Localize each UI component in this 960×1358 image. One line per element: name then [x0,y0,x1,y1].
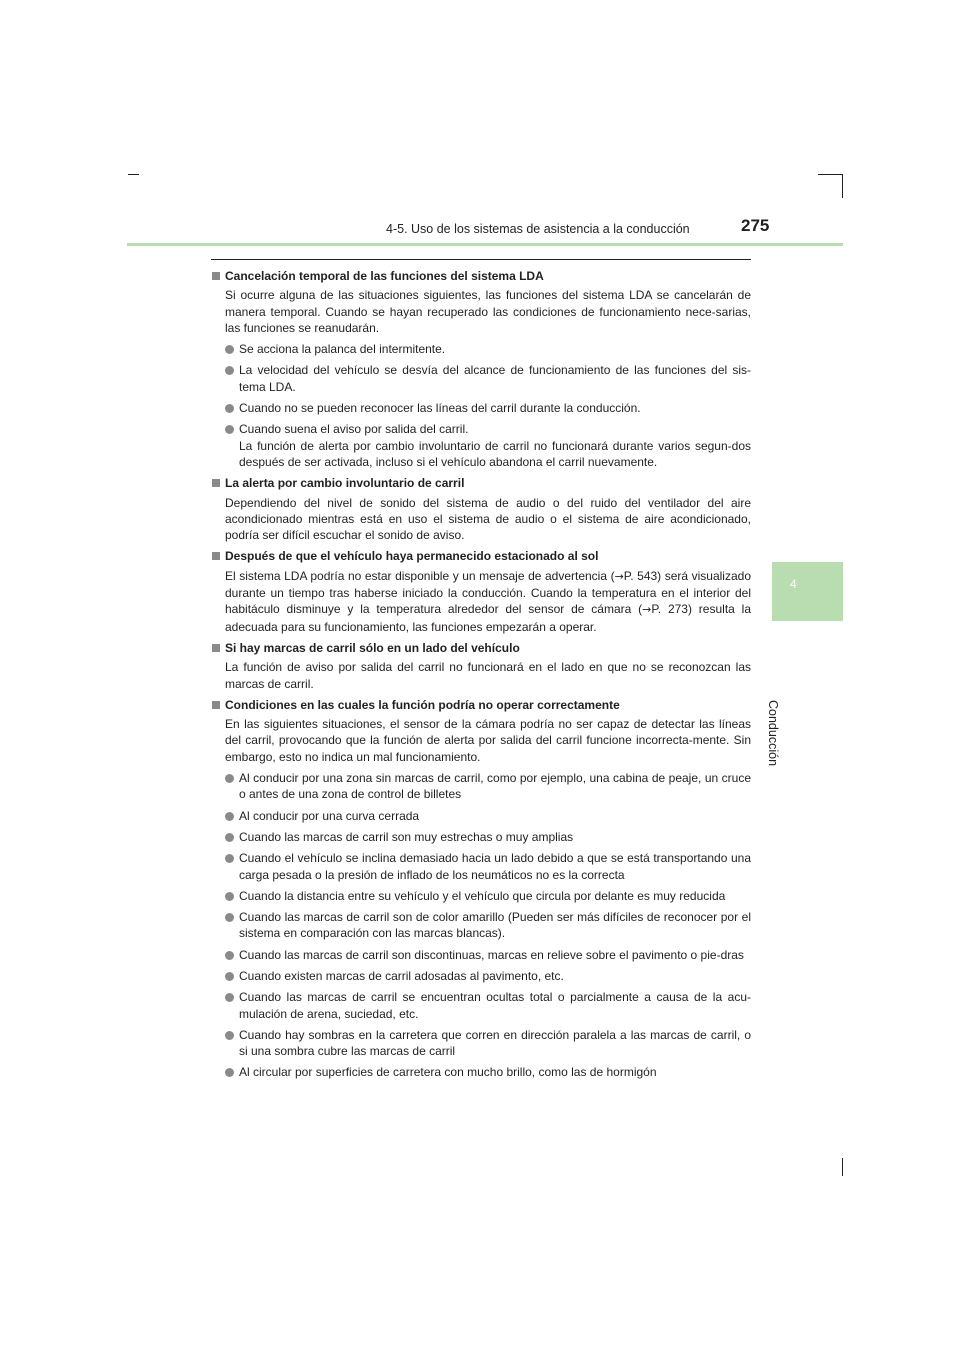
circle-bullet-icon [225,812,234,821]
circle-bullet-icon [225,913,234,922]
section-parked-in-sun [211,548,751,634]
list-item-note: La función de alerta por cambio involuntario de carril no funcionará durante varios segun-dos después de ser activada, incluso si el vehículo abandona el carril nuevamente. [239,438,751,469]
content-top-rule [211,259,751,260]
list-item: Al conducir por una zona sin marcas de carril, como por ejemplo, una cabina de peaje, un cruce o antes de una zona de control de billetes [211,770,751,803]
circle-bullet-icon [225,972,234,981]
list-item: La velocidad del vehículo se desvía del alcance de funcionamiento de las funciones del sis-tema LDA. [211,362,751,395]
circle-bullet-icon [225,833,234,842]
circle-bullet-icon [225,1068,234,1077]
section-paragraph: Dependiendo del nivel de sonido del sistema de audio o del ruido del ventilador del aire acondicionado mientras está en uso el sistema de audio o el sistema de aire acondicionado, podría ser difícil escuchar el sonido de aviso. [225,495,751,543]
circle-bullet-icon [225,951,234,960]
circle-bullet-icon [225,774,234,783]
circle-bullet-icon [225,345,234,354]
section-paragraph: Si ocurre alguna de las situaciones siguientes, las funciones del sistema LDA se cancelarán de manera temporal. Cuando se hayan recuperado las condiciones de funcionamiento nece-sarias, las funciones se reanudarán. [225,288,751,335]
list-item: Cuando las marcas de carril se encuentran ocultas total o parcialmente a causa de la acu-mulación de arena, suciedad, etc. [211,989,751,1022]
page-reference-link[interactable]: P. 543 [623,568,658,583]
section-heading: Condiciones en las cuales la función podría no operar correctamente [211,697,751,713]
list-item: Al conducir por una curva cerrada [211,808,751,824]
section-heading: Cancelación temporal de las funciones del sistema LDA [211,268,751,284]
chapter-label: Conducción [766,700,780,767]
section-paragraph: La función de aviso por salida del carril no funcionará en el lado en que no se reconozcan las marcas de carril. [225,660,751,691]
list-item: Cuando las marcas de carril son discontinuas, marcas en relieve sobre el pavimento o pie-dras [211,947,751,963]
section-lda-temporary-cancel [211,268,751,470]
page-reference-link[interactable]: P. 273 [651,602,688,617]
arrow-right-icon: → [614,569,624,583]
chapter-number: 4 [790,577,797,591]
circle-bullet-icon [225,854,234,863]
list-item: Se acciona la palanca del intermitente. [211,341,751,357]
crop-mark-right-top-h [818,174,843,175]
list-item: Cuando las marcas de carril son muy estrechas o muy amplias [211,829,751,845]
list-item: Cuando no se pueden reconocer las líneas del carril durante la conducción. [211,400,751,416]
list-item: Cuando hay sombras en la carretera que corren en dirección paralela a las marcas de carril, o si una sombra cubre las marcas de carril [211,1027,751,1060]
list-item: Cuando la distancia entre su vehículo y el vehículo que circula por delante es muy reducida [211,888,751,904]
circle-bullet-icon [225,366,234,375]
main-content [211,268,751,1086]
square-bullet-icon [212,552,220,560]
circle-bullet-icon [225,993,234,1002]
section-paragraph: El sistema LDA podría no estar disponible y un mensaje de advertencia (→P. 543) será visualizado durante un tiempo tras haberse iniciado la conducción. Cuando la temperatura en el interior del habitáculo disminuye y la temperatura alrededor del sensor de cámara (→P. 273) resulta la adecuada para su funcionamiento, las funciones empezarán a operar. [225,568,751,634]
section-paragraph: En las siguientes situaciones, el sensor de la cámara podría no ser capaz de detectar las líneas del carril, provocando que la función de alerta por salida del carril funcione incorrecta-mente. Sin embargo, esto no indica un mal funcionamiento. [225,717,751,764]
header-rule [127,243,843,246]
square-bullet-icon [212,272,220,280]
circle-bullet-icon [225,404,234,413]
section-one-side-marks [211,640,751,692]
chapter-tab [772,562,843,621]
circle-bullet-icon [225,892,234,901]
crop-mark-right-top-v [842,174,843,198]
circle-bullet-icon [225,1031,234,1040]
section-lane-alert [211,475,751,543]
list-item: Cuando el vehículo se inclina demasiado hacia un lado debido a que se está transportando una carga pesada o la presión de inflado de los neumáticos no es la correcta [211,850,751,883]
list-item: Cuando suena el aviso por salida del carril. La función de alerta por cambio involuntario de carril no funcionará durante varios segun-dos después de ser activada, incluso si el vehículo abandona el carril nuevamente. [211,421,751,470]
list-item: Al circular por superficies de carretera con mucho brillo, como las de hormigón [211,1064,751,1080]
square-bullet-icon [212,479,220,487]
section-malfunction-conditions [211,697,751,1081]
square-bullet-icon [212,644,220,652]
crop-mark-right-bottom [842,1158,843,1176]
section-heading: Si hay marcas de carril sólo en un lado del vehículo [211,640,751,656]
section-heading: Después de que el vehículo haya permanecido estacionado al sol [211,548,751,564]
page-number: 275 [741,216,770,235]
square-bullet-icon [212,701,220,709]
list-item: Cuando existen marcas de carril adosadas al pavimento, etc. [211,968,751,984]
arrow-right-icon: → [642,603,652,617]
list-item: Cuando las marcas de carril son de color amarillo (Pueden ser más difíciles de reconocer por el sistema en comparación con las marcas blancas). [211,909,751,942]
crop-mark-left-top [128,174,139,175]
running-header: 4-5. Uso de los sistemas de asistencia a la conducción [386,222,690,236]
section-heading: La alerta por cambio involuntario de carril [211,475,751,491]
circle-bullet-icon [225,425,234,434]
